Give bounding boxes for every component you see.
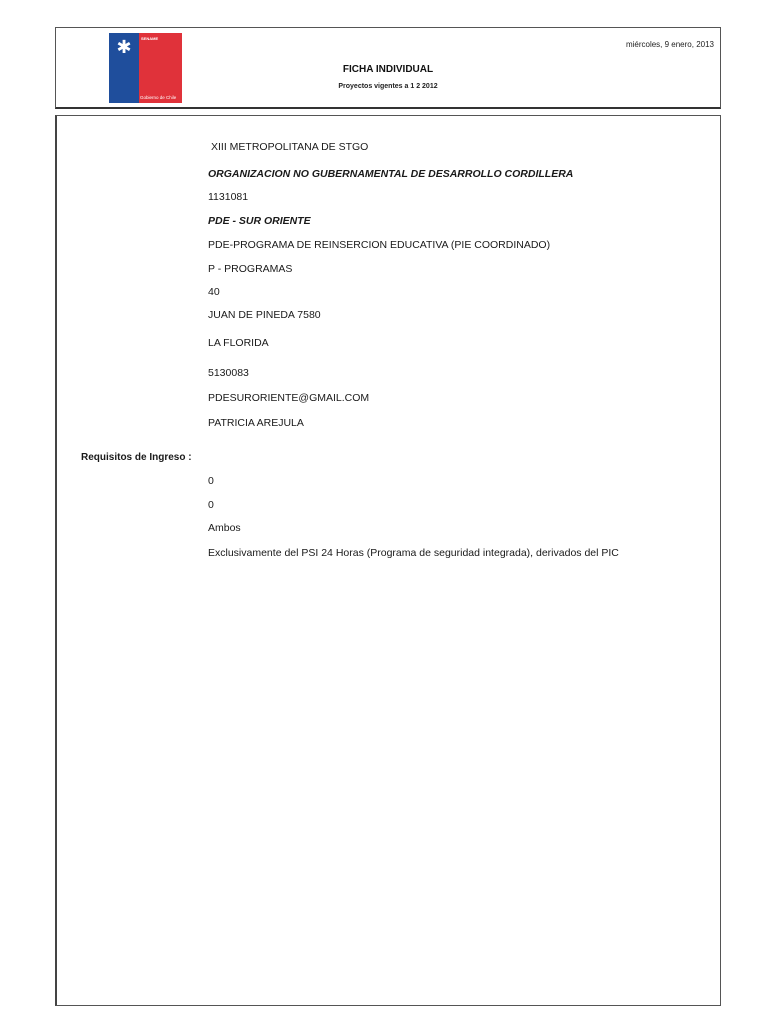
logo-top-text: SENAME: [141, 36, 159, 41]
report-date: miércoles, 9 enero, 2013: [625, 40, 714, 49]
coat-of-arms-icon: ✱: [116, 37, 132, 57]
field-value: 1131081: [208, 191, 249, 203]
field-value: 5130083: [208, 367, 249, 379]
field-value: P - PROGRAMAS: [208, 263, 293, 275]
document-header: [55, 27, 721, 109]
logo-bottom-text: Gobierno de Chile: [140, 95, 177, 100]
field-value: PATRICIA AREJULA: [208, 417, 304, 429]
field-value: Exclusivamente del PSI 24 Horas (Programa de seguridad integrada), derivados del PIC: [208, 547, 619, 559]
report-subtitle: Proyectos vigentes a 1 2 2012: [338, 83, 438, 90]
report-title: FICHA INDIVIDUAL: [342, 64, 434, 75]
field-value: Ambos: [208, 522, 241, 534]
field-value: JUAN DE PINEDA 7580: [208, 309, 321, 321]
field-value: XIII METROPOLITANA DE STGO: [211, 141, 369, 153]
field-value: PDESURORIENTE@GMAIL.COM: [208, 392, 370, 404]
field-value: 40: [208, 286, 220, 298]
field-value: PDE - SUR ORIENTE: [208, 215, 311, 227]
field-value: 0: [208, 475, 214, 487]
requirements-heading: Requisitos de Ingreso :: [81, 452, 192, 463]
field-value: PDE-PROGRAMA DE REINSERCION EDUCATIVA (PIE COORDINADO): [208, 239, 551, 251]
field-value: ORGANIZACION NO GUBERNAMENTAL DE DESARROLLO CORDILLERA: [208, 168, 574, 180]
field-value: 0: [208, 499, 214, 511]
field-value: LA FLORIDA: [208, 337, 269, 349]
